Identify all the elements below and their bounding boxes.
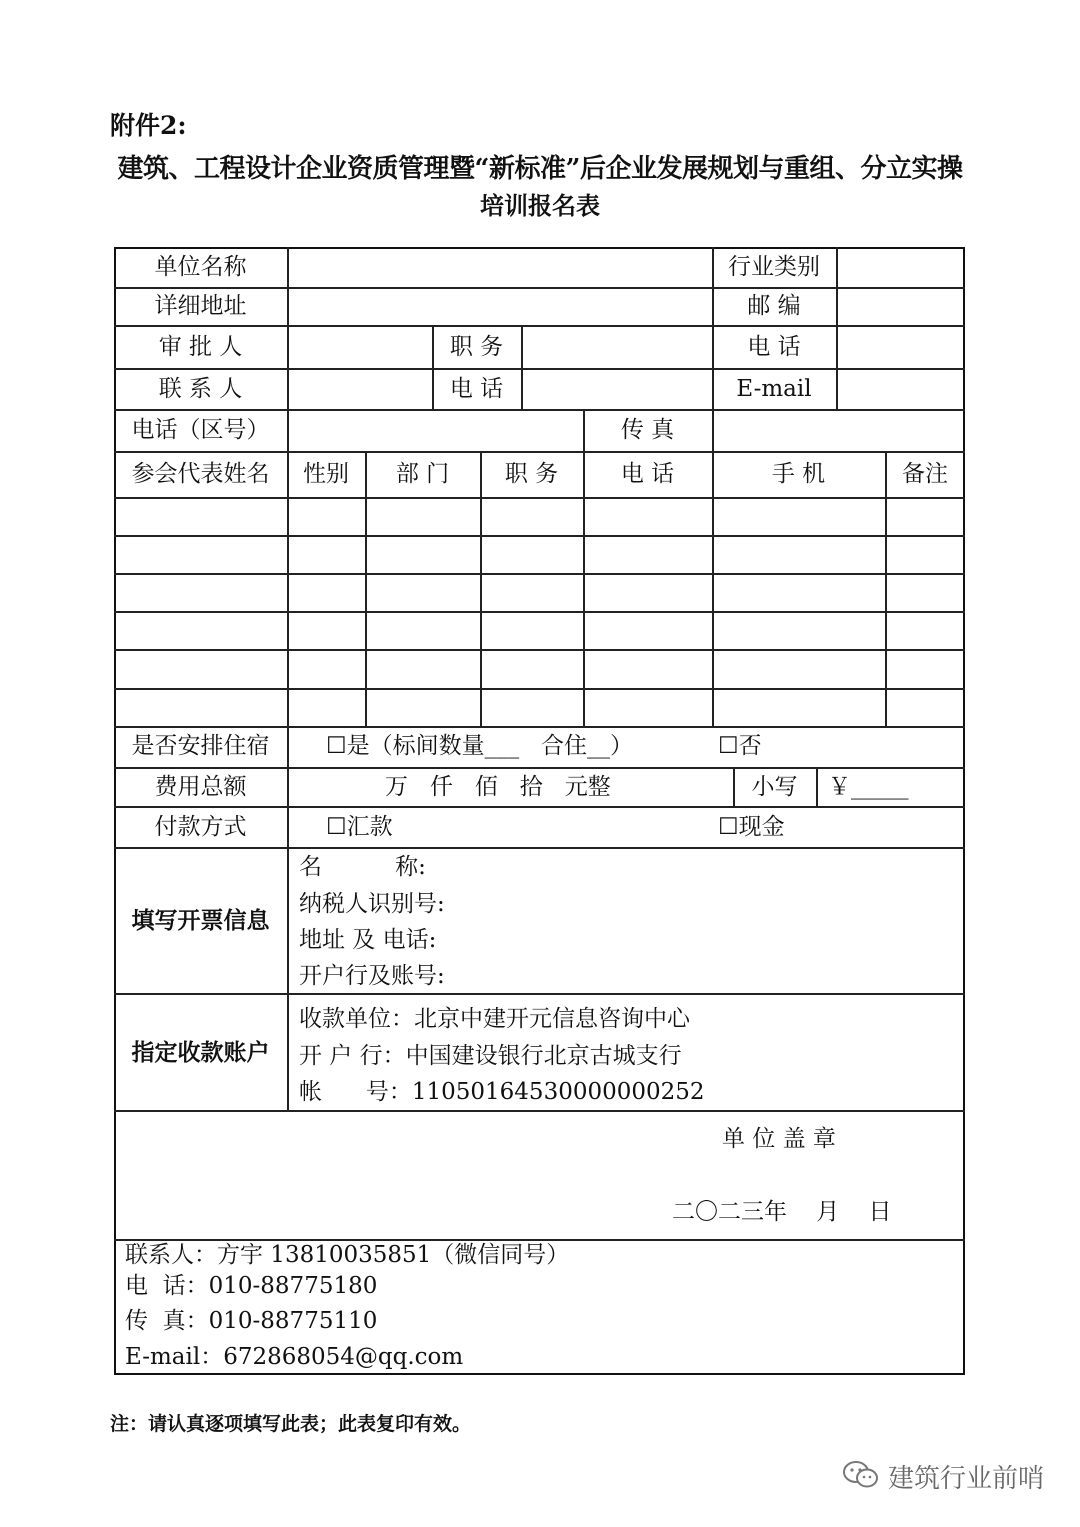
address-label: 详细地址 <box>154 293 247 319</box>
unit-name-label: 单位名称 <box>154 254 247 280</box>
contact-label: 联 系 人 <box>158 376 243 402</box>
grid-line <box>885 451 887 726</box>
grid-line <box>712 409 714 726</box>
fax-label: 传 真 <box>620 417 675 443</box>
grid-line <box>836 247 838 409</box>
contact-phone-label: 电 话 <box>449 376 504 402</box>
payment-cash-option[interactable]: ☐现金 <box>718 814 785 840</box>
gender-header: 性别 <box>303 461 349 487</box>
contact-email-line: E-mail：672868054@qq.com <box>125 1344 464 1370</box>
grid-line <box>114 535 965 537</box>
contact-phone-line: 电 话：010-88775180 <box>125 1273 378 1299</box>
grid-line <box>114 847 965 849</box>
grid-line <box>114 993 965 995</box>
position-label: 职 务 <box>449 334 504 360</box>
lodging-no-option[interactable]: ☐否 <box>718 733 762 759</box>
account-number-line: 帐 号：11050164530000000252 <box>299 1079 705 1105</box>
account-label: 指定收款账户 <box>131 1039 270 1066</box>
grid-line <box>114 767 965 769</box>
remark-header: 备注 <box>902 461 948 487</box>
grid-line <box>114 649 965 651</box>
invoice-address-line: 地址 及 电话: <box>299 927 437 953</box>
grid-line <box>583 409 585 726</box>
grid-line <box>114 1239 965 1241</box>
watermark-text: 建筑行业前哨 <box>888 1464 1045 1494</box>
grid-line <box>114 451 965 453</box>
fee-small-value: ￥_____ <box>828 774 909 800</box>
participant-name-header: 参会代表姓名 <box>131 461 270 487</box>
phone-area-label: 电话（区号） <box>131 417 270 443</box>
mobile-header: 手 机 <box>771 461 826 487</box>
watermark <box>842 1458 1044 1495</box>
phone-label: 电 话 <box>747 334 801 360</box>
grid-line <box>114 806 965 808</box>
seal-date-label: 二〇二三年 月 日 <box>672 1199 892 1225</box>
invoice-taxid-line: 纳税人识别号: <box>299 891 445 917</box>
grid-line <box>114 497 965 499</box>
postcode-label: 邮 编 <box>747 293 801 319</box>
grid-line <box>114 726 965 728</box>
grid-line <box>114 1110 965 1112</box>
fee-small-label: 小写 <box>751 774 798 800</box>
grid-line <box>114 688 965 690</box>
department-header: 部 门 <box>395 461 450 487</box>
form-title-line1: 建筑、工程设计企业资质管理暨“新标准”后企业发展规划与重组、分立实操 <box>117 154 963 184</box>
fee-amount-words: 万 仟 佰 拾 元整 <box>385 774 611 800</box>
grid-line <box>114 409 965 411</box>
wechat-icon <box>842 1460 880 1494</box>
approver-label: 审 批 人 <box>158 334 243 360</box>
account-payee-line: 收款单位：北京中建开元信息咨询中心 <box>299 1006 690 1032</box>
grid-line <box>816 767 818 806</box>
fee-label: 费用总额 <box>154 774 247 800</box>
form-title-line2: 培训报名表 <box>480 191 600 220</box>
grid-line <box>287 247 289 1111</box>
footnote: 注：请认真逐项填写此表；此表复印有效。 <box>110 1413 472 1435</box>
payment-label: 付款方式 <box>154 814 247 840</box>
position-header: 职 务 <box>504 461 559 487</box>
grid-line <box>480 451 482 726</box>
invoice-label: 填写开票信息 <box>131 907 270 934</box>
attachment-label: 附件2: <box>110 111 187 140</box>
phone-header: 电 话 <box>620 461 675 487</box>
lodging-yes-option[interactable]: ☐是（标间数量___ 合住__） <box>326 733 634 759</box>
email-label: E-mail <box>736 376 812 402</box>
grid-line <box>114 573 965 575</box>
invoice-bank-line: 开户行及账号: <box>299 963 445 989</box>
grid-line <box>365 451 367 726</box>
contact-fax-line: 传 真：010-88775110 <box>125 1308 378 1334</box>
grid-line <box>114 611 965 613</box>
seal-stamp-label: 单 位 盖 章 <box>722 1126 836 1152</box>
lodging-label: 是否安排住宿 <box>131 733 270 759</box>
account-bank-line: 开 户 行：中国建设银行北京古城支行 <box>299 1043 682 1069</box>
contact-person-line: 联系人：方宇 13810035851（微信同号） <box>125 1242 570 1268</box>
grid-line <box>521 325 523 409</box>
invoice-name-line: 名 称: <box>299 854 426 880</box>
industry-label: 行业类别 <box>728 254 820 280</box>
payment-transfer-option[interactable]: ☐汇款 <box>326 814 393 840</box>
